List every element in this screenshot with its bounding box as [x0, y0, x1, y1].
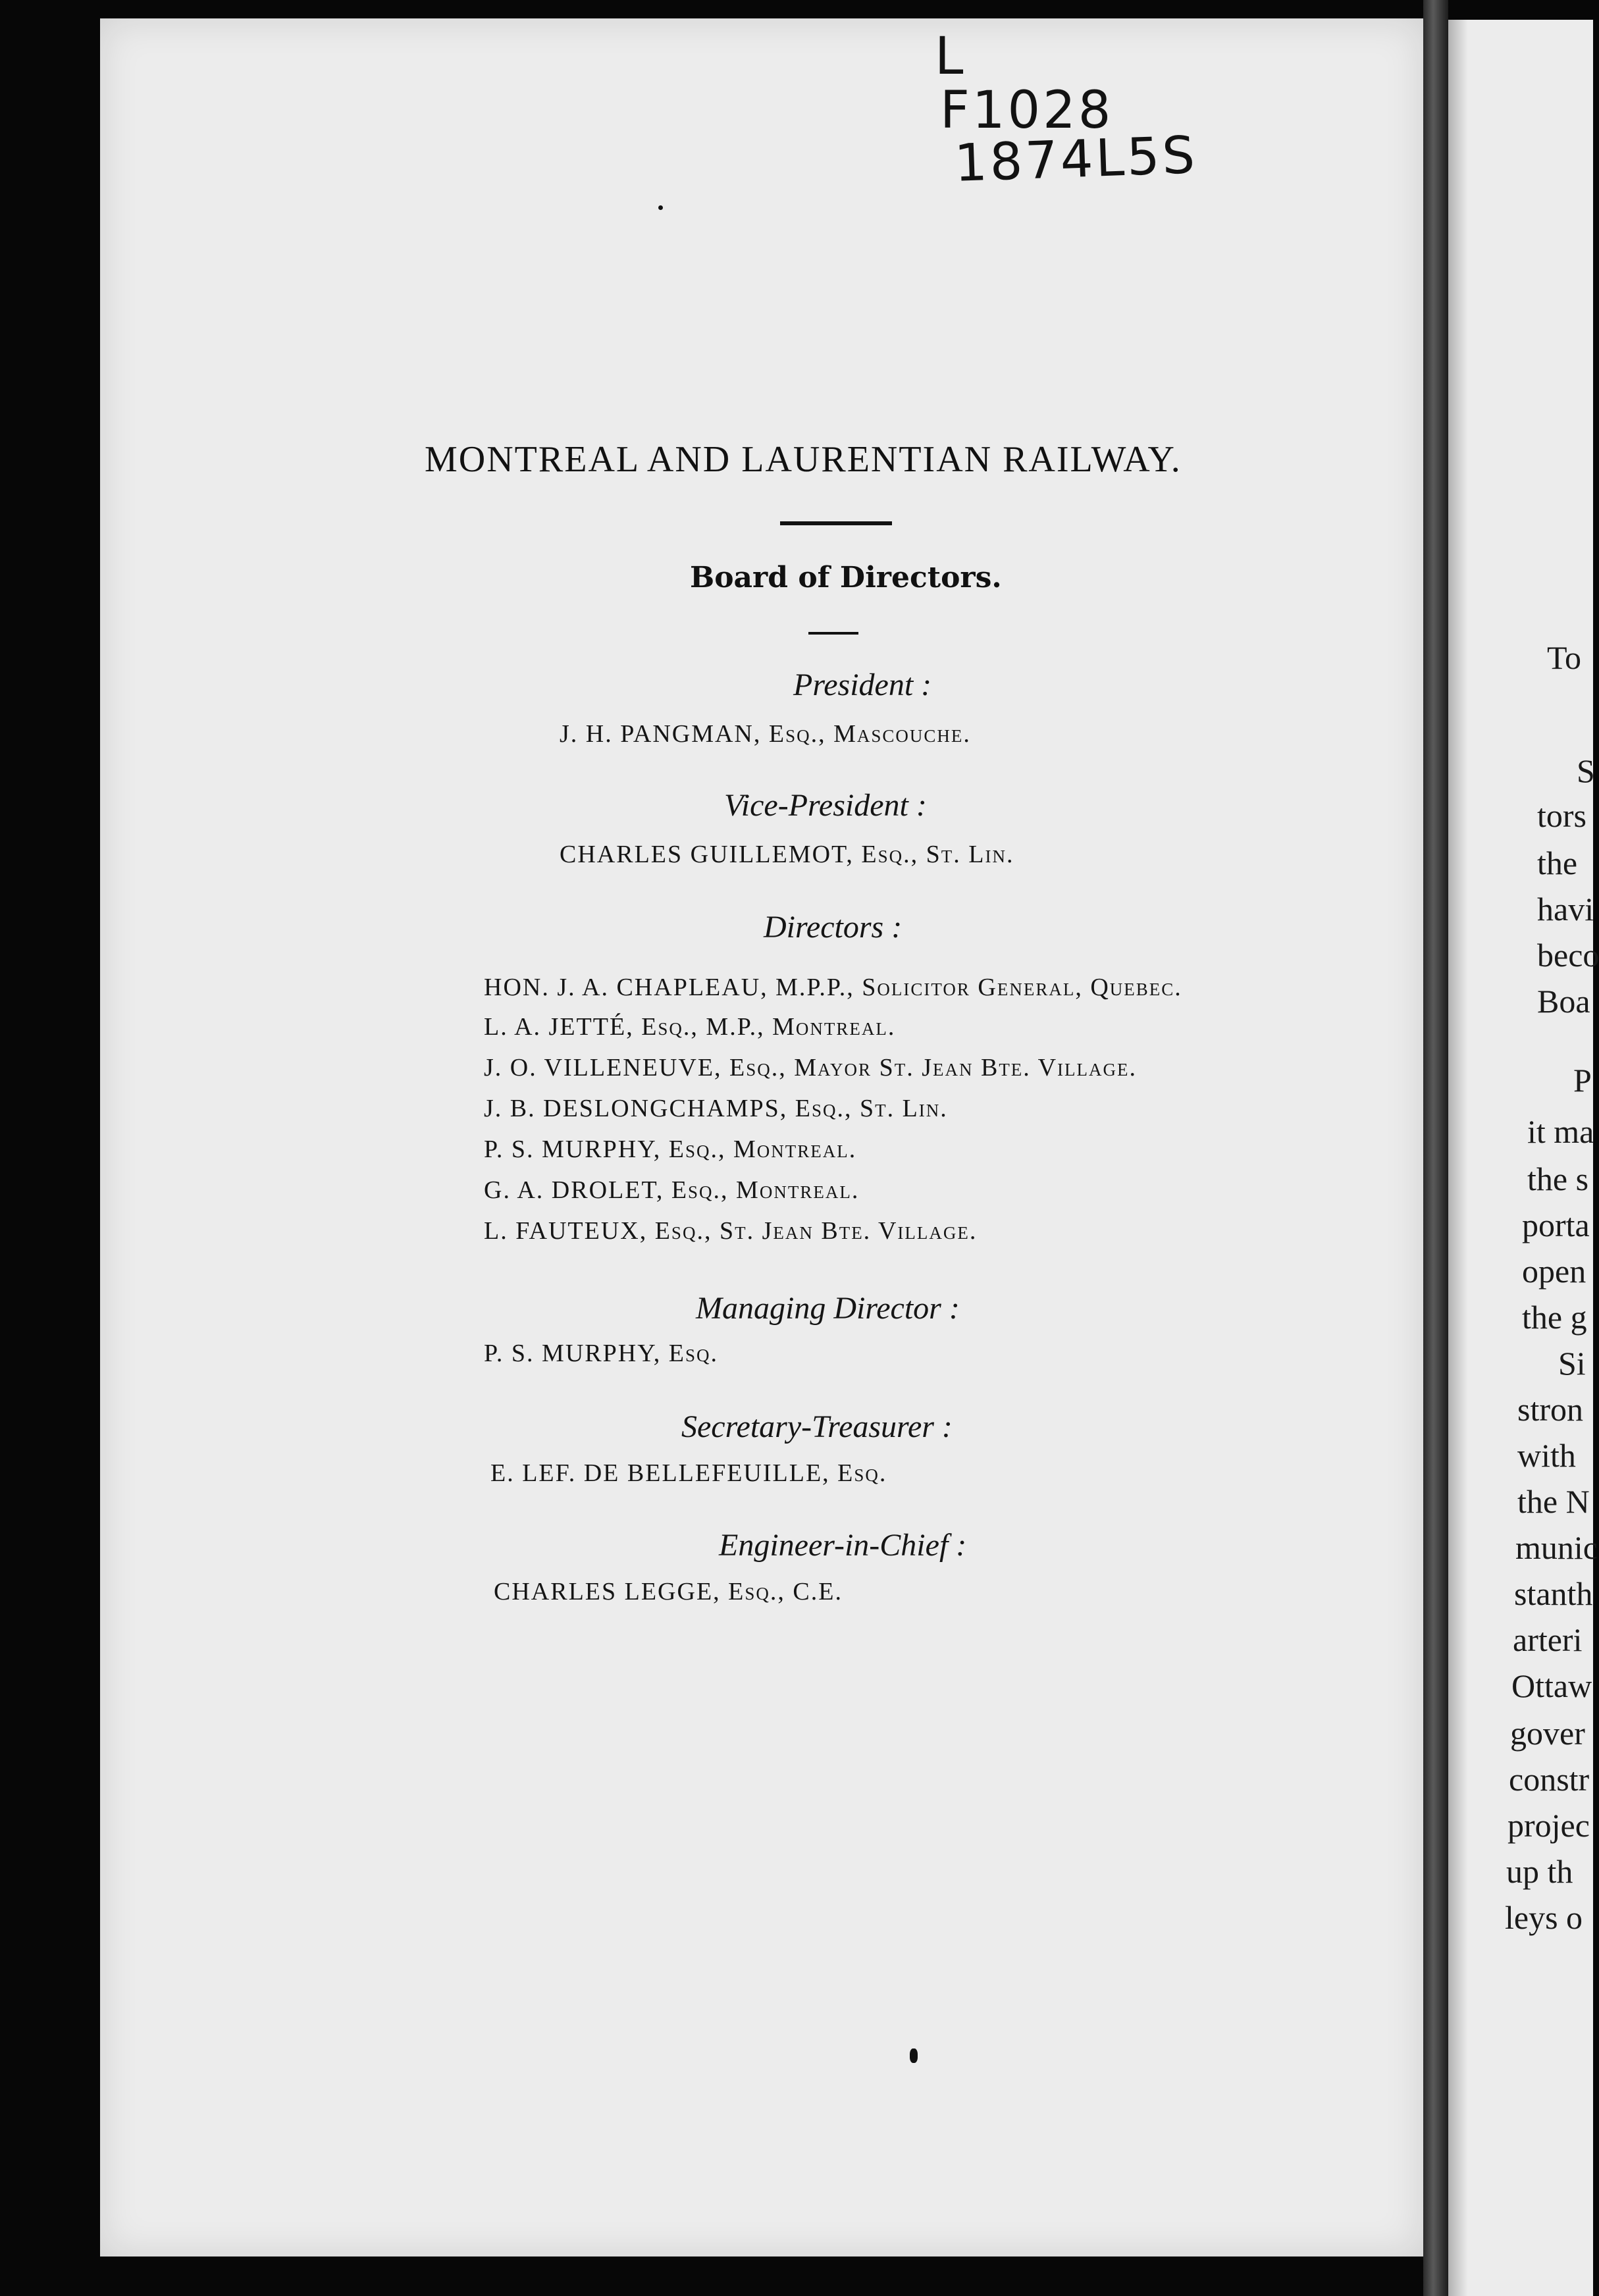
- call-number-line-1: L: [935, 27, 966, 86]
- ink-mark: [910, 2048, 918, 2063]
- title-rule: [780, 521, 892, 525]
- facing-page-line: the: [1537, 845, 1578, 881]
- director-entry: P. S. MURPHY, Esq., Montreal.: [484, 1135, 857, 1163]
- managing-director-label: Managing Director :: [696, 1291, 960, 1326]
- facing-page-line: Boa: [1537, 983, 1590, 1020]
- facing-page-line: leys o: [1505, 1899, 1583, 1936]
- director-entry: HON. J. A. CHAPLEAU, M.P.P., Solicitor General, Quebec.: [484, 974, 1182, 1001]
- right-page: [1448, 20, 1593, 2296]
- facing-page-line: munic: [1515, 1529, 1598, 1566]
- facing-page-line: P: [1573, 1062, 1592, 1099]
- managing-director-name: P. S. MURPHY, Esq.: [484, 1340, 718, 1367]
- secretary-treasurer-name: E. LEF. DE BELLEFEUILLE, Esq.: [490, 1459, 887, 1487]
- facing-page-line: tors: [1537, 797, 1586, 834]
- ink-speck: [658, 205, 663, 210]
- facing-page-line: projec: [1507, 1807, 1590, 1844]
- facing-page-line: constr: [1509, 1761, 1590, 1798]
- directors-label: Directors :: [764, 910, 903, 945]
- board-rule: [808, 632, 858, 635]
- director-entry: L. A. JETTÉ, Esq., M.P., Montreal.: [484, 1013, 896, 1041]
- call-number-line-2: F1028: [940, 81, 1114, 140]
- facing-page-line: gover: [1510, 1715, 1585, 1752]
- president-label: President :: [793, 667, 932, 702]
- call-number: [935, 27, 1277, 194]
- vice-president-name: CHARLES GUILLEMOT, Esq., St. Lin.: [560, 841, 1014, 868]
- facing-page-line: the s: [1527, 1161, 1589, 1197]
- board-heading: Board of Directors.: [690, 561, 1002, 594]
- director-entry: L. FAUTEUX, Esq., St. Jean Bte. Village.: [484, 1217, 978, 1245]
- secretary-treasurer-label: Secretary-Treasurer :: [681, 1409, 953, 1444]
- facing-page-line: beco: [1537, 937, 1599, 974]
- facing-page-line: Si: [1558, 1345, 1586, 1382]
- facing-page-line: Ottaw: [1511, 1667, 1592, 1704]
- gutter-shadow: [1448, 20, 1468, 2296]
- director-entry: J. O. VILLENEUVE, Esq., Mayor St. Jean Bte. Village.: [484, 1054, 1138, 1082]
- engineer-in-chief-name: CHARLES LEGGE, Esq., C.E.: [494, 1578, 843, 1605]
- director-entry: J. B. DESLONGCHAMPS, Esq., St. Lin.: [484, 1095, 948, 1122]
- facing-page-line: S: [1577, 752, 1595, 789]
- facing-page-line: To: [1547, 639, 1582, 676]
- facing-page-line: porta: [1522, 1207, 1590, 1243]
- call-number-line-3: 1874L5S: [953, 126, 1199, 194]
- facing-page-line: stron: [1517, 1391, 1583, 1428]
- engineer-in-chief-label: Engineer-in-Chief :: [719, 1528, 967, 1563]
- vice-president-label: Vice-President :: [724, 788, 927, 823]
- facing-page-line: with: [1517, 1437, 1576, 1474]
- book-spine: [1423, 0, 1448, 2296]
- facing-page-line: the N: [1517, 1483, 1590, 1520]
- president-name: J. H. PANGMAN, Esq., Mascouche.: [560, 720, 971, 748]
- facing-page-line: it ma: [1527, 1113, 1594, 1150]
- facing-page-line: stanth: [1514, 1575, 1593, 1612]
- director-entry: G. A. DROLET, Esq., Montreal.: [484, 1176, 860, 1204]
- facing-page-line: up th: [1506, 1853, 1573, 1890]
- document-title: MONTREAL AND LAURENTIAN RAILWAY.: [425, 439, 1182, 480]
- facing-page-line: the g: [1522, 1299, 1587, 1336]
- facing-page-line: havi: [1537, 891, 1594, 927]
- facing-page-line: arteri: [1513, 1621, 1583, 1658]
- facing-page-line: open: [1522, 1253, 1586, 1290]
